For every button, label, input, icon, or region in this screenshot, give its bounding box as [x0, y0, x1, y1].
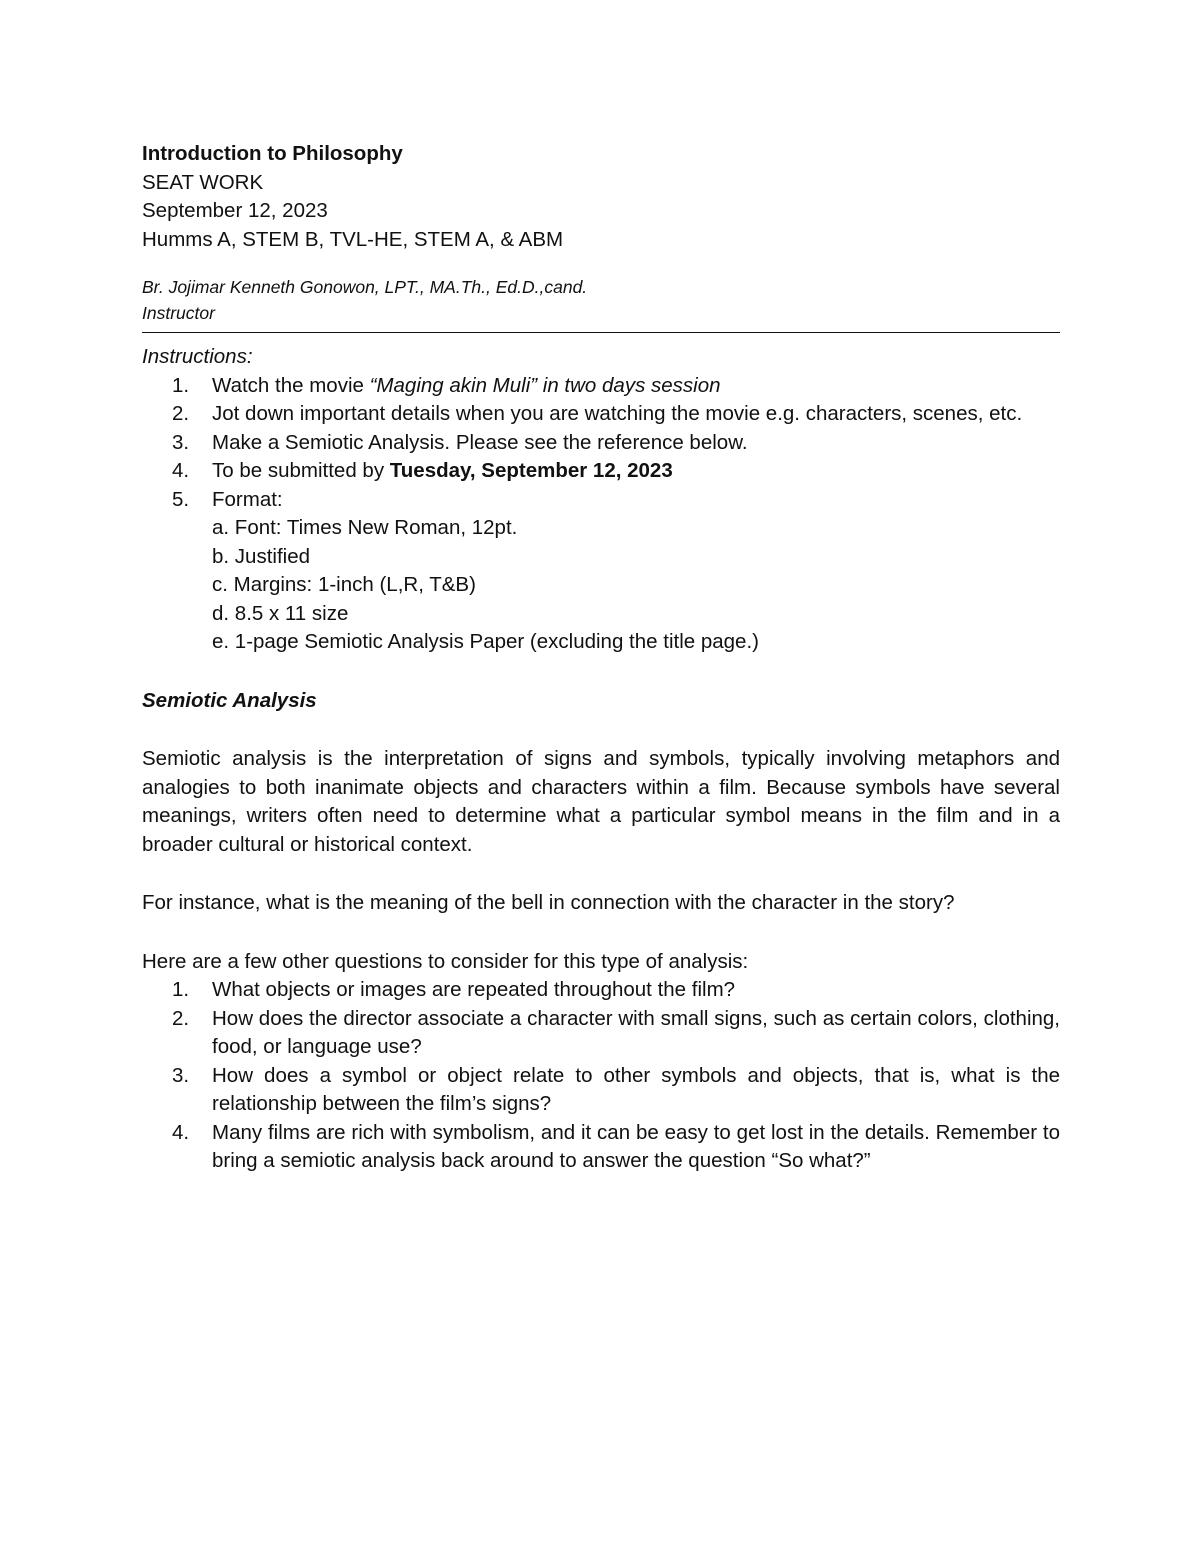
activity-label: SEAT WORK — [142, 170, 264, 194]
list-marker: 4. — [172, 459, 190, 483]
list-marker: 1. — [172, 373, 190, 397]
list-item — [142, 1119, 1060, 1176]
instructor-name: Br. Jojimar Kenneth Gonowon, LPT., MA.Th., Ed.D.,cand. — [142, 277, 588, 297]
format-item: e. 1-page Semiotic Analysis Paper (excluding the title page.) — [212, 630, 759, 654]
instructor-role: Instructor — [142, 303, 215, 323]
item-text: Make a Semiotic Analysis. Please see the reference below. — [212, 430, 748, 454]
instructor-block — [142, 274, 1060, 326]
list-item — [142, 486, 1060, 657]
course-title: Introduction to Philosophy — [142, 142, 403, 165]
format-item: b. Justified — [212, 544, 310, 568]
questions-list — [142, 976, 1060, 1176]
list-marker: 2. — [172, 402, 190, 426]
instructions-heading: Instructions: — [142, 345, 253, 369]
definition-paragraph: Semiotic analysis is the interpretation of signs and symbols, typically involving metaphors and analogies to both inanimate objects and characters within a film. Because symbols have several meanings, writers often need to determine what a particular symbol means in the film and in a broader cultural or historical context. — [142, 747, 1060, 856]
divider-line — [142, 332, 1060, 333]
question-text: How does a symbol or object relate to other symbols and objects, that is, what is the relationship between the film’s signs? — [212, 1063, 1060, 1116]
format-item: c. Margins: 1-inch (L,R, T&B) — [212, 573, 476, 597]
example-paragraph: For instance, what is the meaning of the bell in connection with the character in the story? — [142, 891, 955, 915]
list-item — [142, 1062, 1060, 1119]
document-date: September 12, 2023 — [142, 199, 328, 222]
questions-intro: Here are a few other questions to consider for this type of analysis: — [142, 949, 749, 973]
question-text: What objects or images are repeated throughout the film? — [212, 978, 736, 1002]
list-item — [142, 429, 1060, 458]
list-marker: 1. — [172, 978, 190, 1002]
list-item — [142, 1005, 1060, 1062]
format-list — [212, 514, 1060, 657]
document-header — [142, 140, 1060, 254]
section-title: Semiotic Analysis — [142, 688, 317, 712]
document-page — [142, 140, 1060, 1176]
list-marker: 2. — [172, 1006, 190, 1030]
item-text: Watch the movie — [212, 373, 370, 397]
list-marker: 5. — [172, 487, 190, 511]
list-item — [142, 372, 1060, 401]
list-marker: 4. — [172, 1120, 190, 1144]
question-text: How does the director associate a character with small signs, such as certain colors, clothing, food, or language use? — [212, 1006, 1060, 1059]
movie-title: “Maging akin Muli” in two days session — [369, 373, 721, 397]
item-text: Format: — [212, 487, 283, 511]
format-item: a. Font: Times New Roman, 12pt. — [212, 516, 518, 540]
question-text: Many films are rich with symbolism, and it can be easy to get lost in the details. Remember to bring a semiotic analysis back around to answer the question “So what?” — [212, 1120, 1060, 1173]
deadline: Tuesday, September 12, 2023 — [389, 459, 673, 483]
instructions-list — [142, 372, 1060, 657]
item-text: To be submitted by — [212, 459, 390, 483]
list-item — [142, 976, 1060, 1005]
list-item — [142, 400, 1060, 429]
list-marker: 3. — [172, 430, 190, 454]
format-item: d. 8.5 x 11 size — [212, 601, 349, 625]
list-marker: 3. — [172, 1063, 190, 1087]
item-text: Jot down important details when you are watching the movie e.g. characters, scenes, etc. — [212, 402, 1023, 426]
class-sections: Humms A, STEM B, TVL-HE, STEM A, & ABM — [142, 227, 564, 251]
list-item — [142, 457, 1060, 486]
